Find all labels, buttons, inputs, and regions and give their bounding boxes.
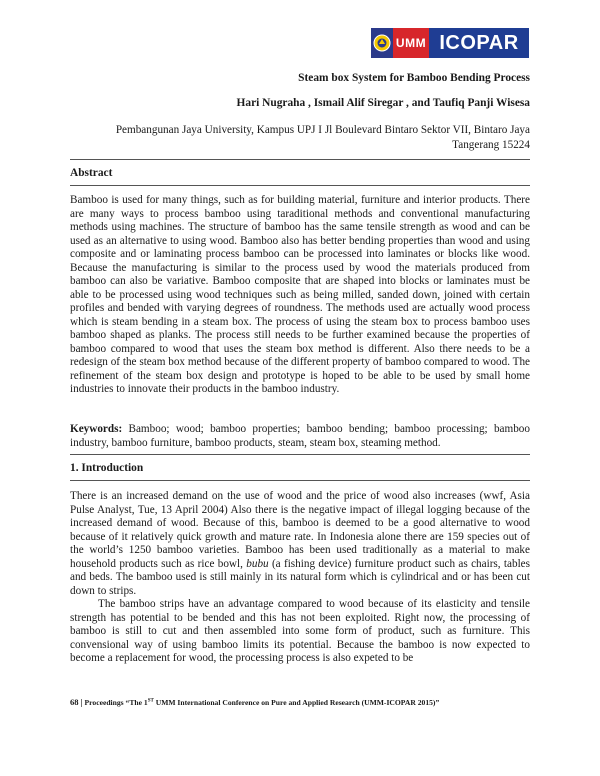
introduction-heading: 1. Introduction <box>70 462 144 474</box>
footer-text-1: Proceedings “The 1 <box>84 698 148 707</box>
affiliation-line-2: Tangerang 15224 <box>452 139 530 151</box>
footer-sup: ST <box>147 698 154 704</box>
introduction-paragraph-1 <box>70 490 530 598</box>
intro-p1-italic: bubu <box>246 557 269 570</box>
divider-introduction <box>70 480 530 481</box>
abstract-text <box>70 194 530 397</box>
paper-title: Steam box System for Bamboo Bending Process <box>298 72 530 84</box>
abstract-paragraph: Bamboo is used for many things, such as for building material, furniture and interior products. There are many ways to process bamboo using taraditional methods and conventional manufacturing methods using machines. The structure of bamboo has the same tensile strength as wood and can be used as an alternative to using wood. Bamboo also has better bending properties than wood and using composite and or laminating process bamboo can be processed into laminates or blocks like wood. Because the manufacturing is similar to the process used by wood the materials produced from bamboo can also be variative. Bamboo composite that are shaped into blocks or laminates must be able to be processed using wood techniques such as being milled, sanded down, joined with certain profiles and bended with varying degrees of roundness. The methods used are actually wood process which is steam bending in a steam box. The process of using the steam box to process bamboo uses bamboo shaped as planks. The process still needs to be further examined because the properties of bamboo compared to wood that uses the steam box method is different. Also there needs to be a redesign of the steam box method because of the different property of bamboo compared to wood. The refinement of the steam box design and prototype is hoped to be able to be used by small home industries to innovate their products in the bamboo industry. <box>70 194 530 395</box>
university-seal-icon <box>371 28 393 58</box>
affiliation <box>70 123 530 153</box>
keywords <box>70 423 530 450</box>
conference-logo <box>371 28 529 58</box>
logo-icopar-text: ICOPAR <box>429 28 529 58</box>
divider-keywords <box>70 454 530 455</box>
intro-p1-part-2: (a fishing device) furniture product such as chairs, tables and beds. The bamboo used is still mainly in its natural form which is cylindrical and or has been cut down to strips. <box>70 557 530 597</box>
paper-authors: Hari Nugraha , Ismail Alif Siregar , and Taufiq Panji Wisesa <box>236 97 530 109</box>
logo-umm-text: UMM <box>393 28 429 58</box>
footer-text-2: UMM International Conference on Pure and Applied Research (UMM-ICOPAR 2015)” <box>153 698 440 707</box>
divider-top <box>70 159 530 160</box>
abstract-heading: Abstract <box>70 167 113 179</box>
divider-abstract <box>70 185 530 186</box>
page-number: 68 | <box>70 697 83 707</box>
page-footer <box>70 697 439 707</box>
keywords-text: Bamboo; wood; bamboo properties; bamboo bending; bamboo processing; bamboo industry, bamboo furniture, bamboo products, steam, steam box, steaming method. <box>70 423 530 449</box>
keywords-label: Keywords: <box>70 423 123 435</box>
introduction-paragraph-2: The bamboo strips have an advantage compared to wood because of its elasticity and tensile strength has potential to be bended and this has not been exploited. Right now, the processing of bamboo is still to cut and then assembled into some form of product, such as furniture. This convensional way of using bamboo limits its potential. Because the bamboo is now expected to become a replacement for wood, the processing process is also expeted to be <box>70 598 530 664</box>
intro-p1-part-1: There is an increased demand on the use of wood and the price of wood also increases (wwf, Asia Pulse Analyst, Tue, 13 April 2004) Also there is the negative impact of illegal logging because of the increased demand of wood. Because of this, bamboo is deemed to be a good alternative to wood because of it relatively quick growth and mature rate. In Indonesia alone there are 159 species out of the world’s 1250 bamboo varieties. Bamboo has been used traditionally as a material to make household products such as rice bowl, <box>70 490 530 570</box>
affiliation-line-1: Pembangunan Jaya University, Kampus UPJ I Jl Boulevard Bintaro Sektor VII, Bintaro Jaya <box>115 124 530 136</box>
introduction-text <box>70 490 530 666</box>
